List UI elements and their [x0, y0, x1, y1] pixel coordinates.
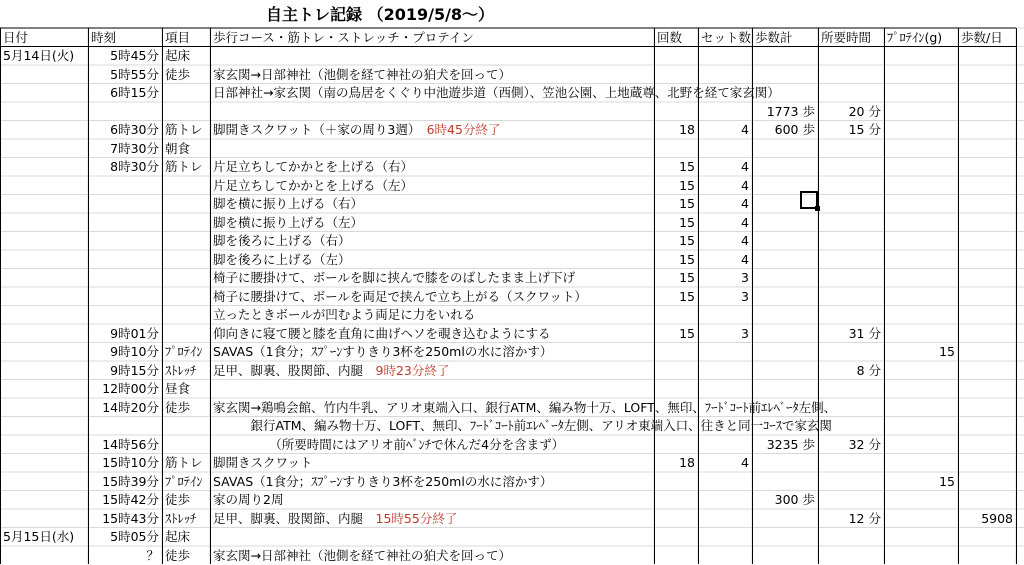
cell-cat: ﾌﾟﾛﾃｲﾝ [165, 344, 203, 359]
cell-cat: 徒歩 [165, 547, 191, 563]
cell-desc: 家玄関→日部神社（池側を経て神社の狛犬を回って） [213, 66, 511, 82]
cell-cat: 起床 [165, 529, 191, 544]
column-header: セット数 [701, 29, 752, 45]
column-header: 時刻 [91, 29, 117, 45]
cell-desc: 椅子に腰掛けて、ボールを脚に挟んで膝をのばしたまま上げ下げ [213, 270, 576, 285]
cell-sets: 4 [741, 177, 749, 193]
cell-cat: 徒歩 [165, 492, 191, 507]
cell-pedo: 300 歩 [774, 492, 815, 507]
cell-time: 6時15分 [110, 85, 159, 100]
cell-count: 15 [679, 233, 695, 248]
cell-time: 8時30分 [110, 159, 159, 174]
column-header: ﾌﾟﾛﾃｲﾝ(g) [887, 29, 943, 45]
cell-desc: 家の周り2周 [213, 492, 284, 507]
cell-sets: 4 [741, 233, 749, 248]
end-time-note: 9時23分終了 [363, 362, 450, 378]
end-time-note: 6時45分終了 [414, 122, 501, 137]
cell-sets: 4 [741, 159, 749, 174]
cell-count: 15 [679, 325, 695, 341]
cell-time: 15時10分 [102, 455, 159, 470]
cell-sets: 3 [741, 288, 749, 304]
cell-sets: 4 [741, 214, 749, 230]
cell-steps: 5908 [981, 510, 1013, 526]
cell-sets: 3 [741, 270, 749, 285]
cell-count: 15 [679, 196, 695, 211]
cell-count: 15 [679, 177, 695, 193]
cell-desc: 仰向きに寝て腰と膝を直角に曲げヘソを覗き込むようにする [213, 325, 551, 341]
column-header: 歩数計 [755, 29, 793, 45]
cell-desc: 足甲、脚裏、股関節、内腿 15時55分終了 [213, 510, 458, 526]
cell-count: 15 [679, 288, 695, 304]
cell-count: 15 [679, 159, 695, 174]
cell-pedo: 600 歩 [774, 122, 815, 137]
cell-time: 5時45分 [110, 48, 159, 63]
cell-time: 14時20分 [102, 399, 159, 415]
cell-time: 15時43分 [102, 510, 159, 526]
cell-desc: 家玄関→日部神社（池側を経て神社の狛犬を回って） [213, 547, 511, 563]
cell-time: ？ [146, 547, 159, 563]
cell-desc: 立ったときボールが凹むよう両足に力をいれる [213, 307, 476, 322]
cell-time: 15時42分 [102, 492, 159, 507]
sheet-title: 自主トレ記録 （2019/5/8～） [266, 5, 495, 24]
column-header: 回数 [657, 29, 683, 45]
cell-prot: 15 [939, 344, 955, 359]
cell-selector[interactable] [800, 191, 818, 209]
cell-dur: 32 分 [848, 436, 881, 452]
cell-time: 6時30分 [110, 122, 159, 137]
cell-cat: 徒歩 [165, 66, 191, 82]
cell-prot: 15 [939, 473, 955, 489]
cell-desc: 脚を後ろに上げる（右） [213, 233, 351, 248]
cell-desc: SAVAS（1食分；ｽﾌﾟｰﾝすりきり3杯を250mlの水に溶かす） [213, 344, 553, 359]
column-header: 歩行コース・筋トレ・ストレッチ・プロテイン [213, 29, 474, 45]
cell-date: 5月15日(水) [3, 529, 75, 544]
cell-dur: 31 分 [848, 325, 881, 341]
cell-desc: 脚開きスクワット（＋家の周り3週） 6時45分終了 [213, 122, 501, 137]
cell-time: 9時15分 [110, 362, 159, 378]
cell-dur: 20 分 [848, 103, 881, 119]
cell-cat: 起床 [165, 48, 191, 63]
cell-date: 5月14日(火) [3, 48, 75, 63]
cell-pedo: 3235 歩 [766, 436, 815, 452]
cell-desc: 日部神社→家玄関（南の鳥居をくぐり中池遊歩道（西側）、笠池公園、上地蔵尊、北野を経て家玄関） [213, 85, 780, 100]
cell-desc: 家玄関→鶏鳴会館、竹内牛乳、アリオ東端入口、銀行ATM、編み物十万、LOFT、無印、ﾌｰﾄﾞｺｰﾄ前ｴﾚﾍﾞｰﾀ左側、 [213, 399, 837, 415]
cell-time: 9時01分 [110, 325, 159, 341]
cell-time: 12時00分 [102, 381, 159, 396]
cell-count: 15 [679, 270, 695, 285]
cell-desc: 脚を横に振り上げる（右） [213, 196, 364, 211]
cell-time: 5時55分 [110, 66, 159, 82]
cell-sets: 4 [741, 251, 749, 267]
cell-sets: 3 [741, 325, 749, 341]
cell-desc: 椅子に腰掛けて、ボールを両足で挟んで立ち上がる（スクワット） [213, 288, 587, 304]
cell-cat: ｽﾄﾚｯﾁ [165, 510, 197, 526]
cell-dur: 8 分 [856, 362, 881, 378]
cell-cat: 朝食 [165, 140, 191, 156]
cell-time: 5時05分 [110, 529, 159, 544]
cell-cat: 徒歩 [165, 399, 191, 415]
cell-desc: SAVAS（1食分；ｽﾌﾟｰﾝすりきり3杯を250mlの水に溶かす） [213, 473, 553, 489]
cell-desc: 脚を横に振り上げる（左） [213, 214, 364, 230]
cell-time: 15時39分 [102, 473, 159, 489]
cell-cat: ｽﾄﾚｯﾁ [165, 362, 197, 378]
cell-desc: （所要時間にはアリオ前ﾍﾞﾝﾁで休んだ4分を含まず） [213, 436, 565, 452]
cell-desc: 片足立ちしてかかとを上げる（右） [213, 159, 414, 174]
cell-dur: 12 分 [848, 510, 881, 526]
cell-count: 18 [679, 122, 695, 137]
cell-time: 9時10分 [110, 344, 159, 359]
cell-sets: 4 [741, 455, 749, 470]
column-header: 歩数/日 [961, 29, 1003, 45]
cell-cat: 筋トレ [165, 122, 203, 137]
cell-cat: 昼食 [165, 381, 191, 396]
cell-count: 15 [679, 251, 695, 267]
cell-desc: 脚を後ろに上げる（左） [213, 251, 351, 267]
cell-time: 14時56分 [102, 436, 159, 452]
column-header: 所要時間 [821, 29, 872, 45]
cell-pedo: 1773 歩 [766, 103, 815, 119]
cell-sets: 4 [741, 196, 749, 211]
cell-desc: 脚開きスクワット [213, 455, 313, 470]
cell-desc: 足甲、脚裏、股関節、内腿 9時23分終了 [213, 362, 450, 378]
cell-cat: 筋トレ [165, 159, 203, 174]
cell-time: 7時30分 [110, 140, 159, 156]
cell-sets: 4 [741, 122, 749, 137]
column-header: 日付 [3, 29, 29, 45]
cell-cat: 筋トレ [165, 455, 203, 470]
cell-count: 18 [679, 455, 695, 470]
cell-desc: 片足立ちしてかかとを上げる（左） [213, 177, 414, 193]
end-time-note: 15時55分終了 [363, 510, 458, 526]
cell-dur: 15 分 [848, 122, 881, 137]
column-header: 項目 [165, 29, 191, 45]
cell-count: 15 [679, 214, 695, 230]
cell-cat: ﾌﾟﾛﾃｲﾝ [165, 473, 203, 489]
cell-desc: 銀行ATM、編み物十万、LOFT、無印、ﾌｰﾄﾞｺｰﾄ前ｴﾚﾍﾞｰﾀ左側、アリオ東端入口、往きと同一ｺｰｽで家玄関 [213, 418, 832, 433]
